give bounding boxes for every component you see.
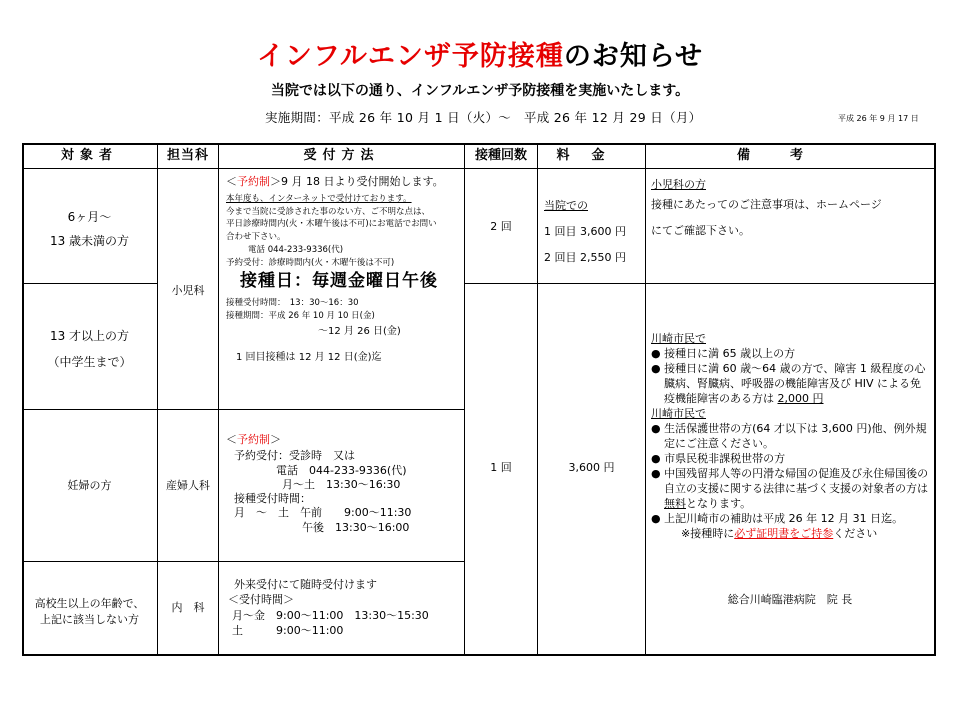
bracket-open: ＜ — [226, 433, 237, 446]
target-adult — [22, 596, 157, 628]
internal-hours-label: ＜受付時間＞ — [228, 593, 294, 607]
pediatrics-reservation-line — [226, 175, 462, 189]
dept-internal: 内 科 — [171, 601, 205, 614]
target-child-line2: 13 歳未満の方 — [49, 234, 130, 248]
vaccination-period-start: 接種期間：平成 26 年 10 月 10 日(金) — [226, 311, 375, 322]
header-doses: 接種回数 — [474, 148, 527, 163]
bullet-icon: ● — [651, 452, 661, 465]
obgyn-afternoon-hours: 午後 13:30～16:00 — [302, 520, 410, 534]
pediatrics-reception — [226, 175, 462, 364]
remarks-cert-post: ください — [833, 527, 878, 540]
bullet-icon: ● — [651, 362, 661, 375]
target-pregnant: 妊婦の方 — [67, 479, 112, 492]
internal-reception — [228, 577, 464, 639]
target-teen-line1: 13 才以上の方 — [49, 329, 130, 343]
page-title — [0, 34, 960, 73]
remarks-k2-bullet4-text: 上記川崎市の補助は平成 26 年 12 月 31 日迄。 — [664, 512, 904, 525]
dept-pediatrics: 小児科 — [171, 284, 205, 297]
internal-walkin: 外来受付にて随時受付けます — [234, 578, 377, 591]
remarks-k2-bullet1 — [651, 421, 931, 451]
subtitle: 当院では以下の通り、インフルエンザ予防接種を実施いたします。 — [270, 83, 690, 99]
hospital-signature: 総合川崎臨港病院 院 長 — [727, 593, 853, 606]
remarks-k1-bullet2 — [651, 361, 931, 406]
remarks-pediatrics — [651, 178, 931, 244]
internet-note: 本年度も、インターネットで受付けております。 — [226, 193, 412, 204]
target-teen — [22, 323, 157, 375]
pediatrics-phone: 電話 044-233-9336(代) — [248, 244, 344, 255]
inquiry-note-1: 今まで当院に受診された事のない方、ご不明な点は、 — [226, 206, 431, 217]
internal-weekday-hours: 月～金 9:00～11:00 13:30～15:30 — [232, 608, 429, 622]
remarks-cert-emphasis: 必ず証明書をご持参 — [734, 527, 834, 540]
bullet-icon: ● — [651, 467, 661, 480]
target-teen-line2: （中学生まで） — [47, 355, 132, 369]
reservation-tag: 予約制 — [237, 433, 270, 446]
vaccination-day: 接種日：毎週金曜日午後 — [240, 271, 438, 292]
fee-child — [544, 193, 644, 271]
remarks-k2-bullet4 — [651, 511, 931, 526]
bracket-close: ＞ — [270, 433, 281, 446]
remarks-k1-fee: 2,000 円 — [777, 392, 824, 405]
remarks-k2-free: 無料 — [664, 497, 686, 510]
doses-two: 2 回 — [490, 220, 512, 233]
internal-saturday-hours: 土 9:00～11:00 — [232, 624, 344, 638]
fee-clinic-label: 当院での — [544, 199, 588, 212]
fee-single: 3,600 円 — [568, 461, 615, 474]
obgyn-phone-hours: 月～土 13:30～16:30 — [282, 477, 401, 491]
reception-hours: 接種受付時間： 13：30～16：30 — [226, 297, 359, 308]
title-highlight: インフルエンザ予防接種 — [256, 41, 564, 72]
vaccination-table — [22, 143, 936, 656]
inquiry-note-2: 平日診療時間内(火・木曜午後は不可)にお電話でお問い — [226, 219, 437, 230]
bullet-icon: ● — [651, 512, 661, 525]
obgyn-phone: 電話 044-233-9336(代) — [276, 463, 407, 477]
remarks-pediatrics-line1: 接種にあたってのご注意事項は、ホームページ — [651, 198, 882, 211]
remarks-k2-bullet3-text: 中国残留邦人等の円滑な帰国の促進及び永住帰国後の自立の支援に関する法律に基づく支援の対象者の方は — [664, 467, 929, 495]
obgyn-reception-hours-label: 接種受付時間： — [234, 492, 311, 506]
fee-first-dose: 1 回目 3,600 円 — [544, 225, 626, 238]
remarks-k2-bullet3 — [651, 466, 931, 511]
remarks-k2-bullet3-end: となります。 — [686, 497, 752, 510]
remarks-k2-bullet2 — [651, 451, 931, 466]
dept-obgyn: 産婦人科 — [166, 479, 210, 492]
reservation-start: ＞9 月 18 日より受付開始します。 — [270, 175, 444, 188]
obgyn-reserve-method: 予約受付：受診時 又は — [234, 449, 355, 463]
header-reception: 受付方法 — [303, 148, 380, 163]
remarks-cert-pre: ※接種時に — [681, 527, 735, 540]
bullet-icon: ● — [651, 422, 661, 435]
target-child-line1: 6ヶ月～ — [67, 210, 112, 224]
notice-date: 平成 26 年 9 月 17 日 — [838, 114, 919, 123]
remarks-pediatrics-title: 小児科の方 — [651, 178, 706, 191]
remarks-k2-bullet1-text: 生活保護世帯の方(64 才以下は 3,600 円)他、例外規定にご注意ください。 — [664, 422, 927, 450]
implementation-period: 実施期間：平成 26 年 10 月 1 日（火）～ 平成 26 年 12 月 29 日（月） — [265, 110, 702, 125]
target-child — [22, 205, 157, 253]
pediatrics-schedule — [226, 297, 462, 340]
pediatrics-reserve-hours: 予約受付：診療時間内(火・木曜午後は不可) — [226, 257, 395, 268]
remarks-certificate — [651, 526, 931, 541]
remarks-k1-bullet1 — [651, 346, 931, 361]
remarks-k1-bullet1-text: 接種日に満 65 歳以上の方 — [664, 347, 796, 360]
obgyn-reception — [226, 433, 462, 535]
reservation-tag: 予約制 — [237, 175, 270, 188]
remarks-k1-bullet2-text: 接種日に満 60 歳～64 歳の方で、障害 1 級程度の心臓病、腎臓病、呼吸器の機能障害及び HIV による免疫機能障害のある方は — [664, 362, 926, 405]
remarks-k2-bullet2-text: 市県民税非課税世帯の方 — [664, 452, 786, 465]
inquiry-note-3: 合わせ下さい。 — [226, 232, 286, 242]
first-dose-deadline: 1 回目接種は 12 月 12 日(金)迄 — [236, 351, 382, 363]
header-fee: 料金 — [556, 148, 627, 163]
obgyn-reservation-line — [226, 433, 462, 447]
vaccination-period-end: ～12 月 26 日(金) — [318, 325, 401, 337]
header-department: 担当科 — [166, 148, 209, 163]
remarks-kawasaki1-title: 川崎市民で — [651, 332, 706, 345]
title-suffix: のお知らせ — [563, 41, 704, 72]
doses-one: 1 回 — [490, 461, 512, 474]
header-remarks: 備考 — [736, 148, 843, 163]
target-adult-line1: 高校生以上の年齢で、 — [34, 597, 145, 610]
bullet-icon: ● — [651, 347, 661, 360]
header-target: 対象者 — [60, 148, 118, 163]
obgyn-morning-hours: 月 ～ 土 午前 9:00～11:30 — [234, 506, 412, 520]
bracket-open: ＜ — [226, 175, 237, 188]
fee-second-dose: 2 回目 2,550 円 — [544, 251, 626, 264]
remarks-kawasaki2-title: 川崎市民で — [651, 407, 706, 420]
remarks-pediatrics-line2: にてご確認下さい。 — [651, 224, 750, 237]
target-adult-line2: 上記に該当しない方 — [40, 613, 139, 626]
pediatrics-notes — [226, 193, 462, 270]
remarks-kawasaki — [651, 331, 931, 541]
